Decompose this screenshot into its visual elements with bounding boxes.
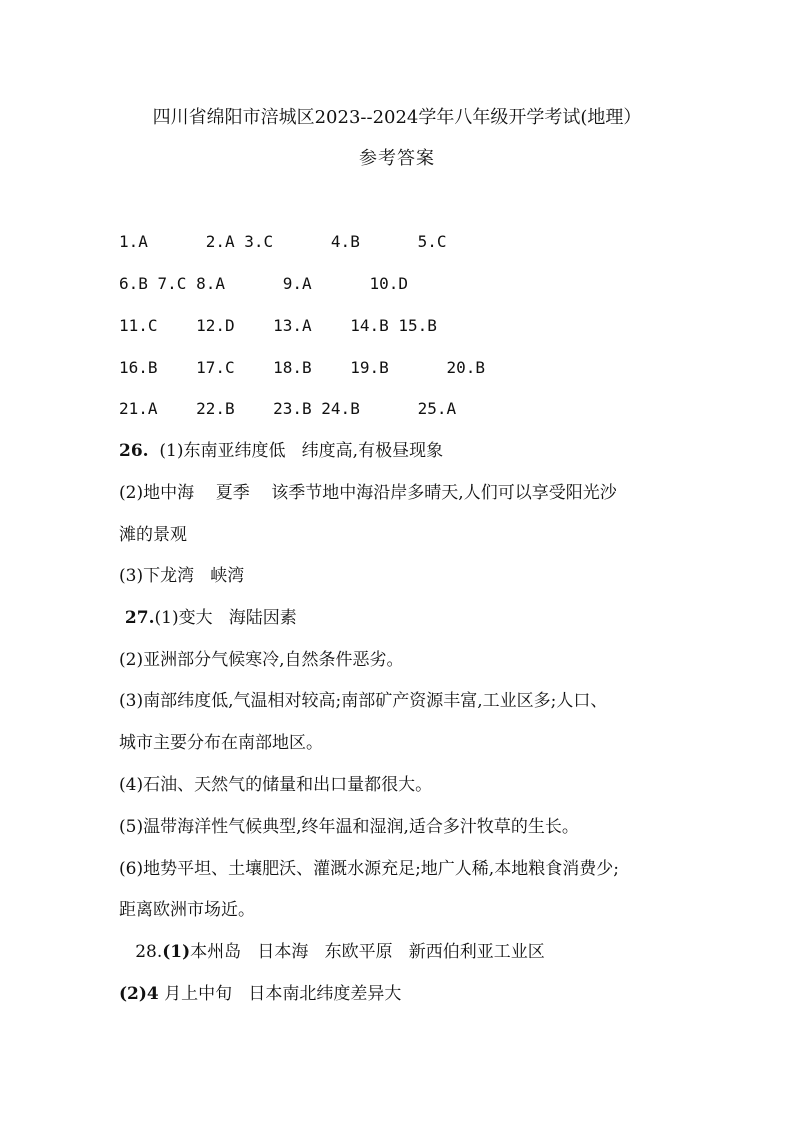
choice-answers-row-5: 21.A 22.B 23.B 24.B 25.A <box>119 399 457 418</box>
q27-line-1 <box>119 604 297 632</box>
q28-line-1 <box>119 938 545 966</box>
document-subtitle: 参考答案 <box>359 148 435 169</box>
q28-part-2-label: (2)4 <box>119 984 159 1004</box>
q27-line-7: (6)地势平坦、土壤肥沃、灌溉水源充足;地广人稀,本地粮食消费少; <box>119 859 619 879</box>
q27-line-6: (5)温带海洋性气候典型,终年温和湿润,适合多汁牧草的生长。 <box>119 817 579 837</box>
choice-answers-row-1: 1.A 2.A 3.C 4.B 5.C <box>119 232 447 251</box>
document-title: 四川省绵阳市涪城区2023--2024学年八年级开学考试(地理） <box>152 107 642 128</box>
q28-number: 28. <box>119 942 163 962</box>
choice-answers-row-3: 11.C 12.D 13.A 14.B 15.B <box>119 316 437 335</box>
q27-line-5: (4)石油、天然气的储量和出口量都很大。 <box>119 775 433 795</box>
q27-line-8: 距离欧洲市场近。 <box>119 900 255 920</box>
q26-line-4: (3)下龙湾 峡湾 <box>119 566 245 586</box>
q28-part-1-label: (1) <box>162 942 191 962</box>
q28-part-1: 本州岛 日本海 东欧平原 新西伯利亚工业区 <box>190 942 545 962</box>
q27-line-2: (2)亚洲部分气候寒冷,自然条件恶劣。 <box>119 650 404 670</box>
q27-part-1: (1)变大 海陆因素 <box>154 608 297 628</box>
choice-answers-row-4: 16.B 17.C 18.B 19.B 20.B <box>119 358 486 377</box>
q28-part-2: 月上中旬 日本南北纬度差异大 <box>158 984 402 1004</box>
q27-line-3: (3)南部纬度低,气温相对较高;南部矿产资源丰富,工业区多;人口、 <box>119 691 608 711</box>
q26-line-1 <box>119 437 443 465</box>
q26-line-3: 滩的景观 <box>119 525 187 545</box>
q26-number: 26. <box>119 441 149 461</box>
q26-part-1: (1)东南亚纬度低 纬度高,有极昼现象 <box>148 441 444 461</box>
q27-line-4: 城市主要分布在南部地区。 <box>119 733 323 753</box>
choice-answers-row-2: 6.B 7.C 8.A 9.A 10.D <box>119 274 408 293</box>
q28-line-2 <box>119 980 401 1008</box>
q26-line-2: (2)地中海 夏季 该季节地中海沿岸多晴天,人们可以享受阳光沙 <box>119 483 617 503</box>
q27-number: 27. <box>119 608 155 628</box>
